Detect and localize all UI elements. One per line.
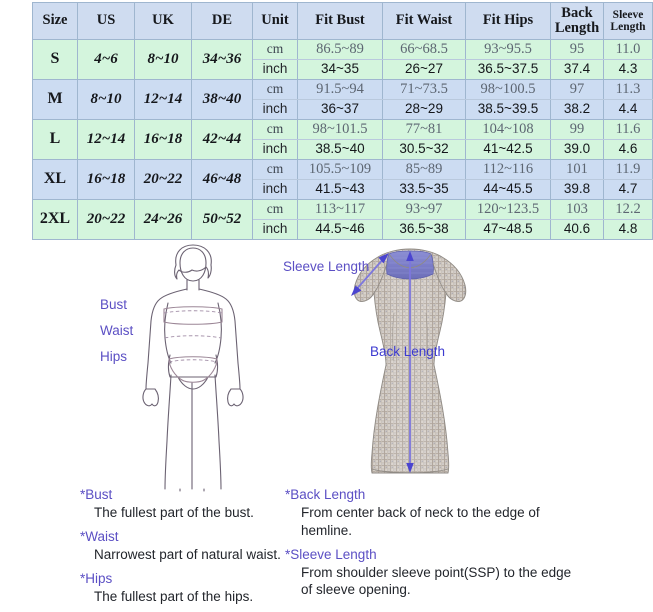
cell-back-length-inch: 40.6 (551, 220, 604, 240)
measurement-definitions (0, 487, 600, 604)
cell-unit-inch: inch (253, 140, 298, 160)
cell-uk: 24~26 (135, 200, 192, 240)
definition-desc-hips: The fullest part of the hips. (94, 588, 254, 604)
column-header-fit-hips: Fit Hips (466, 3, 551, 40)
cell-bust-cm: 86.5~89 (298, 40, 383, 60)
cell-waist-inch: 26~27 (383, 60, 466, 80)
cell-hips-inch: 38.5~39.5 (466, 100, 551, 120)
column-header-us: US (78, 3, 135, 40)
cell-back-length-cm: 95 (551, 40, 604, 60)
cell-de: 34~36 (192, 40, 253, 80)
cell-sleeve-length-cm: 12.2 (604, 200, 653, 220)
cell-unit-cm: cm (253, 120, 298, 140)
cell-sleeve-length-cm: 11.6 (604, 120, 653, 140)
column-header-unit: Unit (253, 3, 298, 40)
cell-unit-inch: inch (253, 220, 298, 240)
definitions-column-right (285, 487, 585, 606)
cell-sleeve-length-cm: 11.0 (604, 40, 653, 60)
cell-back-length-inch: 37.4 (551, 60, 604, 80)
table-row (33, 160, 653, 180)
cell-us: 20~22 (78, 200, 135, 240)
cell-waist-cm: 77~81 (383, 120, 466, 140)
cell-back-length-cm: 103 (551, 200, 604, 220)
definition-term-waist: *Waist (80, 528, 119, 544)
cell-bust-cm: 113~117 (298, 200, 383, 220)
cell-uk: 16~18 (135, 120, 192, 160)
column-header-de: DE (192, 3, 253, 40)
cell-us: 8~10 (78, 80, 135, 120)
cell-bust-cm: 91.5~94 (298, 80, 383, 100)
label-bust: Bust (100, 297, 128, 312)
cell-size: 2XL (33, 200, 78, 240)
cell-waist-cm: 66~68.5 (383, 40, 466, 60)
cell-hips-inch: 36.5~37.5 (466, 60, 551, 80)
cell-size: S (33, 40, 78, 80)
label-waist: Waist (100, 323, 134, 338)
cell-back-length-inch: 39.8 (551, 180, 604, 200)
measurement-illustrations (0, 243, 600, 493)
cell-waist-inch: 30.5~32 (383, 140, 466, 160)
cell-uk: 12~14 (135, 80, 192, 120)
label-back-length: Back Length (370, 344, 446, 359)
cell-sleeve-length-inch: 4.8 (604, 220, 653, 240)
table-header (33, 3, 653, 40)
column-header-sleeve-length: Sleeve Length (604, 3, 653, 40)
waist-measure-line (165, 336, 221, 338)
cell-uk: 20~22 (135, 160, 192, 200)
cell-back-length-inch: 38.2 (551, 100, 604, 120)
cell-unit-cm: cm (253, 160, 298, 180)
cell-bust-inch: 38.5~40 (298, 140, 383, 160)
cell-de: 38~40 (192, 80, 253, 120)
cell-unit-cm: cm (253, 40, 298, 60)
cell-sleeve-length-cm: 11.9 (604, 160, 653, 180)
cell-bust-inch: 36~37 (298, 100, 383, 120)
cell-bust-cm: 105.5~109 (298, 160, 383, 180)
column-header-fit-bust: Fit Bust (298, 3, 383, 40)
cell-unit-cm: cm (253, 80, 298, 100)
definition-term-bust: *Bust (80, 487, 113, 502)
cell-bust-inch: 34~35 (298, 60, 383, 80)
cell-hips-cm: 98~100.5 (466, 80, 551, 100)
cell-back-length-cm: 101 (551, 160, 604, 180)
definition-term-sleeve-length: *Sleeve Length (285, 546, 377, 562)
cell-sleeve-length-inch: 4.6 (604, 140, 653, 160)
cell-waist-inch: 33.5~35 (383, 180, 466, 200)
table-header-row (33, 3, 653, 40)
cell-unit-cm: cm (253, 200, 298, 220)
table-body (33, 40, 653, 240)
cell-uk: 8~10 (135, 40, 192, 80)
cell-hips-inch: 44~45.5 (466, 180, 551, 200)
cell-hips-inch: 47~48.5 (466, 220, 551, 240)
cell-us: 12~14 (78, 120, 135, 160)
cell-de: 46~48 (192, 160, 253, 200)
cell-us: 4~6 (78, 40, 135, 80)
cell-waist-inch: 36.5~38 (383, 220, 466, 240)
cell-bust-inch: 41.5~43 (298, 180, 383, 200)
bust-measure-line (164, 311, 222, 313)
table-row (33, 40, 653, 60)
cell-sleeve-length-inch: 4.4 (604, 100, 653, 120)
definition-desc-sleeve-length: From shoulder sleeve point(SSP) to the edge of sleeve opening. (301, 564, 572, 598)
column-header-uk: UK (135, 3, 192, 40)
table-row (33, 200, 653, 220)
definition-desc-bust: The fullest part of the bust. (94, 505, 254, 520)
size-chart-table-container (32, 2, 646, 240)
cell-back-length-cm: 99 (551, 120, 604, 140)
table-row (33, 80, 653, 100)
tweed-dress-illustration (330, 243, 490, 493)
label-sleeve-length: Sleeve Length (283, 259, 370, 274)
cell-unit-inch: inch (253, 180, 298, 200)
cell-waist-cm: 93~97 (383, 200, 466, 220)
cell-sleeve-length-inch: 4.7 (604, 180, 653, 200)
definition-desc-back-length: From center back of neck to the edge of hemline. (301, 505, 540, 538)
cell-sleeve-length-inch: 4.3 (604, 60, 653, 80)
cell-size: M (33, 80, 78, 120)
cell-hips-inch: 41~42.5 (466, 140, 551, 160)
table-row (33, 120, 653, 140)
cell-sleeve-length-cm: 11.3 (604, 80, 653, 100)
column-header-back-length: Back Length (551, 3, 604, 40)
definitions-column-left (80, 487, 290, 612)
column-header-size: Size (33, 3, 78, 40)
cell-bust-cm: 98~101.5 (298, 120, 383, 140)
cell-hips-cm: 104~108 (466, 120, 551, 140)
definition-term-back-length: *Back Length (285, 487, 366, 502)
column-header-fit-waist: Fit Waist (383, 3, 466, 40)
cell-hips-cm: 120~123.5 (466, 200, 551, 220)
cell-back-length-cm: 97 (551, 80, 604, 100)
cell-unit-inch: inch (253, 60, 298, 80)
definition-desc-waist: Narrowest part of natural waist. (94, 546, 281, 562)
hips-measure-line (169, 360, 217, 362)
cell-bust-inch: 44.5~46 (298, 220, 383, 240)
size-chart-table (32, 2, 653, 240)
cell-waist-cm: 71~73.5 (383, 80, 466, 100)
definition-term-hips: *Hips (80, 570, 113, 586)
cell-de: 50~52 (192, 200, 253, 240)
cell-hips-cm: 93~95.5 (466, 40, 551, 60)
cell-de: 42~44 (192, 120, 253, 160)
cell-size: L (33, 120, 78, 160)
cell-waist-cm: 85~89 (383, 160, 466, 180)
label-hips: Hips (100, 349, 128, 364)
cell-size: XL (33, 160, 78, 200)
female-body-figure-illustration (118, 243, 268, 491)
cell-unit-inch: inch (253, 100, 298, 120)
cell-back-length-inch: 39.0 (551, 140, 604, 160)
cell-waist-inch: 28~29 (383, 100, 466, 120)
cell-us: 16~18 (78, 160, 135, 200)
cell-hips-cm: 112~116 (466, 160, 551, 180)
